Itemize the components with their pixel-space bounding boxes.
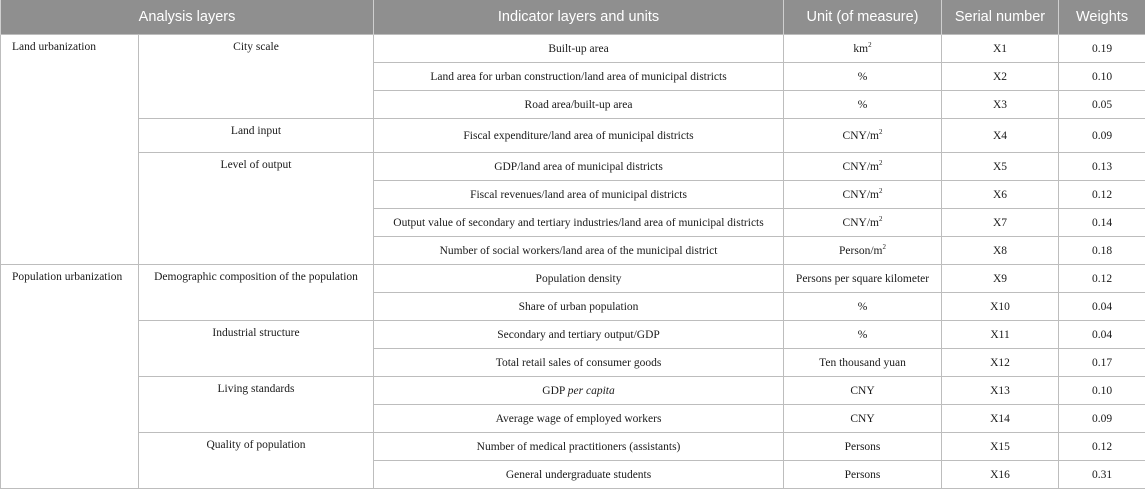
layer-cell: City scale xyxy=(139,35,374,119)
unit-text: % xyxy=(858,71,868,83)
serial-number-cell: X10 xyxy=(942,293,1059,321)
unit-superscript: 2 xyxy=(879,215,883,223)
indicator-cell xyxy=(374,265,784,293)
unit-cell xyxy=(784,405,942,433)
header-indicator-layers: Indicator layers and units xyxy=(374,0,784,35)
layer-cell: Demographic composition of the population xyxy=(139,265,374,321)
weight-cell: 0.10 xyxy=(1059,63,1145,91)
weight-cell: 0.12 xyxy=(1059,265,1145,293)
indicator-text: General undergraduate students xyxy=(506,469,651,481)
table-row xyxy=(1,433,1145,461)
indicator-text: Output value of secondary and tertiary industries/land area of municipal districts xyxy=(393,217,763,229)
weight-cell: 0.14 xyxy=(1059,209,1145,237)
serial-number-cell: X9 xyxy=(942,265,1059,293)
table-row xyxy=(1,377,1145,405)
unit-text: % xyxy=(858,301,868,313)
table-row xyxy=(1,265,1145,293)
layer-cell: Living standards xyxy=(139,377,374,433)
weight-cell: 0.17 xyxy=(1059,349,1145,377)
weight-cell: 0.13 xyxy=(1059,153,1145,181)
unit-text: % xyxy=(858,329,868,341)
serial-number-cell: X6 xyxy=(942,181,1059,209)
unit-text: km xyxy=(853,43,868,55)
unit-cell xyxy=(784,293,942,321)
layer-cell: Land input xyxy=(139,119,374,153)
unit-cell xyxy=(784,237,942,265)
unit-text: Persons per square kilometer xyxy=(796,273,929,285)
indicator-text: GDP xyxy=(542,385,567,397)
unit-text: CNY xyxy=(850,413,874,425)
indicator-text: Fiscal revenues/land area of municipal districts xyxy=(470,189,687,201)
unit-cell xyxy=(784,377,942,405)
unit-superscript: 2 xyxy=(868,41,872,49)
unit-text: Persons xyxy=(845,469,881,481)
table-row xyxy=(1,321,1145,349)
unit-text: Persons xyxy=(845,441,881,453)
unit-cell xyxy=(784,153,942,181)
serial-number-cell: X14 xyxy=(942,405,1059,433)
serial-number-cell: X7 xyxy=(942,209,1059,237)
group-cell: Population urbanization xyxy=(1,265,139,489)
unit-cell xyxy=(784,35,942,63)
serial-number-cell: X16 xyxy=(942,461,1059,489)
serial-number-cell: X15 xyxy=(942,433,1059,461)
indicator-cell xyxy=(374,237,784,265)
indicator-cell xyxy=(374,321,784,349)
layer-cell: Quality of population xyxy=(139,433,374,489)
layer-cell: Level of output xyxy=(139,153,374,265)
serial-number-cell: X11 xyxy=(942,321,1059,349)
unit-superscript: 2 xyxy=(879,128,883,136)
serial-number-cell: X8 xyxy=(942,237,1059,265)
indicator-cell xyxy=(374,209,784,237)
indicator-cell xyxy=(374,433,784,461)
weight-cell: 0.04 xyxy=(1059,293,1145,321)
weight-cell: 0.04 xyxy=(1059,321,1145,349)
indicator-italic-text: per capita xyxy=(568,385,615,397)
weight-cell: 0.09 xyxy=(1059,119,1145,153)
weight-cell: 0.05 xyxy=(1059,91,1145,119)
weight-cell: 0.18 xyxy=(1059,237,1145,265)
indicator-text: Built-up area xyxy=(548,43,608,55)
weight-cell: 0.10 xyxy=(1059,377,1145,405)
table-body xyxy=(1,35,1145,489)
table-row xyxy=(1,35,1145,63)
unit-text: % xyxy=(858,99,868,111)
indicator-cell xyxy=(374,293,784,321)
indicator-cell xyxy=(374,153,784,181)
table-row xyxy=(1,119,1145,153)
header-unit: Unit (of measure) xyxy=(784,0,942,35)
unit-text: CNY/m xyxy=(843,189,879,201)
unit-cell xyxy=(784,321,942,349)
unit-text: CNY/m xyxy=(843,161,879,173)
header-weights: Weights xyxy=(1059,0,1145,35)
unit-cell xyxy=(784,349,942,377)
indicator-cell xyxy=(374,377,784,405)
indicator-cell xyxy=(374,63,784,91)
indicator-cell xyxy=(374,35,784,63)
unit-cell xyxy=(784,461,942,489)
serial-number-cell: X12 xyxy=(942,349,1059,377)
indicator-cell xyxy=(374,119,784,153)
unit-cell xyxy=(784,433,942,461)
unit-superscript: 2 xyxy=(879,159,883,167)
indicator-text: Fiscal expenditure/land area of municipal districts xyxy=(463,130,693,142)
unit-cell xyxy=(784,209,942,237)
unit-cell xyxy=(784,265,942,293)
serial-number-cell: X2 xyxy=(942,63,1059,91)
indicator-cell xyxy=(374,91,784,119)
weight-cell: 0.12 xyxy=(1059,181,1145,209)
indicator-text: Population density xyxy=(536,273,622,285)
layer-cell: Industrial structure xyxy=(139,321,374,377)
table-header xyxy=(1,0,1145,35)
serial-number-cell: X4 xyxy=(942,119,1059,153)
indicator-text: Land area for urban construction/land area of municipal districts xyxy=(430,71,726,83)
group-cell: Land urbanization xyxy=(1,35,139,265)
indicator-cell xyxy=(374,181,784,209)
header-serial-number: Serial number xyxy=(942,0,1059,35)
unit-text: CNY xyxy=(850,385,874,397)
table-row xyxy=(1,153,1145,181)
indicator-text: Secondary and tertiary output/GDP xyxy=(497,329,660,341)
serial-number-cell: X5 xyxy=(942,153,1059,181)
unit-cell xyxy=(784,63,942,91)
indicator-cell xyxy=(374,405,784,433)
weight-cell: 0.31 xyxy=(1059,461,1145,489)
indicator-text: Road area/built-up area xyxy=(525,99,633,111)
weight-cell: 0.12 xyxy=(1059,433,1145,461)
serial-number-cell: X13 xyxy=(942,377,1059,405)
unit-text: Ten thousand yuan xyxy=(819,357,906,369)
indicator-text: GDP/land area of municipal districts xyxy=(494,161,663,173)
serial-number-cell: X1 xyxy=(942,35,1059,63)
indicator-text: Average wage of employed workers xyxy=(496,413,662,425)
unit-text: CNY/m xyxy=(843,217,879,229)
indicator-text: Number of medical practitioners (assistants) xyxy=(477,441,681,453)
unit-text: Person/m xyxy=(839,245,882,257)
header-row xyxy=(1,0,1145,35)
unit-superscript: 2 xyxy=(882,243,886,251)
unit-text: CNY/m xyxy=(843,130,879,142)
weight-cell: 0.09 xyxy=(1059,405,1145,433)
indicator-text: Share of urban population xyxy=(519,301,639,313)
unit-superscript: 2 xyxy=(879,187,883,195)
indicator-cell xyxy=(374,349,784,377)
indicator-text: Number of social workers/land area of the municipal district xyxy=(440,245,718,257)
weight-cell: 0.19 xyxy=(1059,35,1145,63)
header-analysis-layers: Analysis layers xyxy=(1,0,374,35)
indicator-text: Total retail sales of consumer goods xyxy=(496,357,662,369)
serial-number-cell: X3 xyxy=(942,91,1059,119)
unit-cell xyxy=(784,181,942,209)
indicator-cell xyxy=(374,461,784,489)
unit-cell xyxy=(784,119,942,153)
unit-cell xyxy=(784,91,942,119)
